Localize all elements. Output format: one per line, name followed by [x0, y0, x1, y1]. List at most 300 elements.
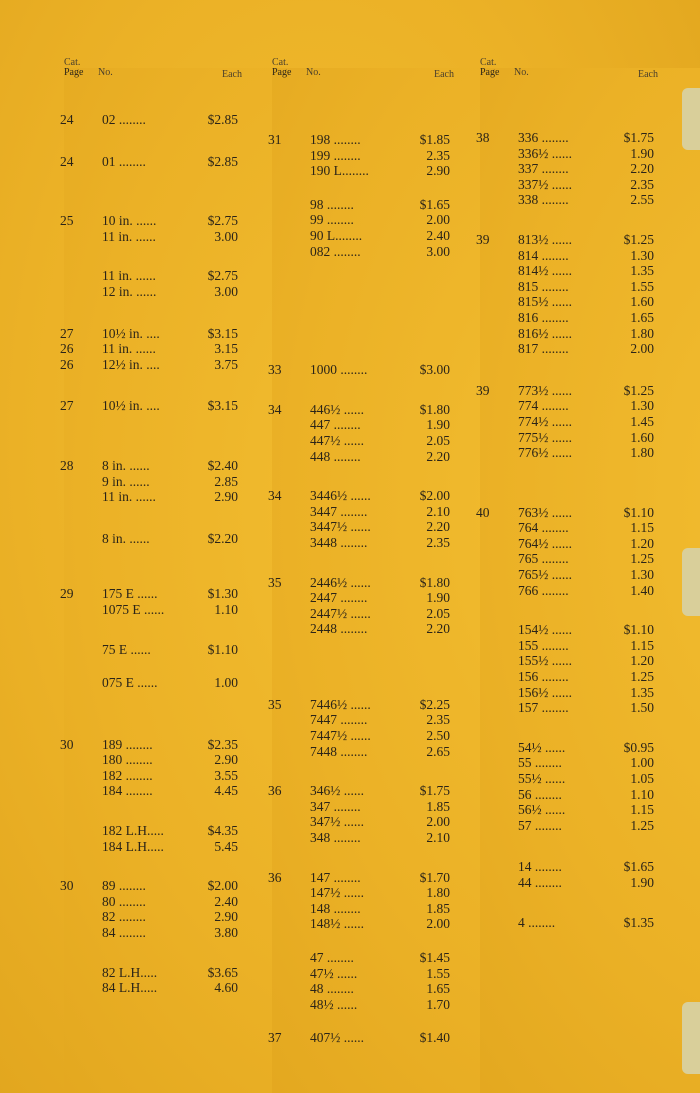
catalog-page-number: 40 — [476, 504, 490, 520]
item-number: 448 ........ — [310, 448, 361, 464]
price-row — [474, 787, 664, 803]
item-price: $3.00 — [419, 362, 450, 378]
item-number: 148½ ...... — [310, 916, 364, 932]
price-row — [266, 197, 460, 213]
catalog-page-number: 26 — [60, 356, 74, 372]
catalog-page-number: 30 — [60, 736, 74, 752]
catalog-page-number: 34 — [268, 488, 282, 504]
item-number: 156½ ...... — [518, 684, 572, 700]
price-row — [266, 783, 460, 799]
item-price: $2.25 — [419, 696, 450, 712]
price-row — [58, 768, 248, 784]
header-each: Each — [434, 69, 454, 80]
price-row — [474, 232, 664, 248]
price-row — [474, 700, 664, 716]
price-row — [474, 859, 664, 875]
price-row — [474, 915, 664, 931]
item-price: 1.40 — [630, 582, 654, 598]
catalog-page-number: 31 — [268, 132, 282, 147]
catalog-page-number: 27 — [60, 398, 74, 414]
price-row — [474, 326, 664, 342]
item-price: 2.35 — [630, 176, 654, 192]
price-row — [474, 263, 664, 279]
item-price: 1.00 — [630, 755, 654, 771]
item-number: 9 in. ...... — [102, 473, 150, 489]
item-number: 12 in. ...... — [102, 283, 157, 299]
item-number: 199 ........ — [310, 147, 361, 163]
price-row — [474, 130, 664, 146]
price-row — [266, 212, 460, 228]
item-price: 1.15 — [630, 802, 654, 818]
price-row — [266, 244, 460, 260]
item-number: 814½ ...... — [518, 263, 572, 279]
item-number: 8 in. ...... — [102, 530, 150, 546]
item-price: $2.00 — [207, 878, 238, 894]
catalog-page-number: 35 — [268, 574, 282, 590]
header-cat: Cat. — [272, 57, 289, 68]
price-row — [474, 740, 664, 756]
item-price: 2.90 — [426, 163, 450, 179]
price-row — [474, 505, 664, 521]
item-price: 4.45 — [214, 783, 238, 799]
price-row — [58, 326, 248, 342]
price-row — [58, 213, 248, 229]
item-price: 2.65 — [426, 743, 450, 759]
item-price: 1.65 — [630, 309, 654, 325]
item-number: 764½ ...... — [518, 535, 572, 551]
price-row — [266, 132, 460, 148]
item-number: 815½ ...... — [518, 294, 572, 310]
price-row — [58, 965, 248, 981]
item-number: 82 L.H..... — [102, 964, 158, 980]
price-row — [474, 310, 664, 326]
item-price: $0.95 — [623, 739, 654, 755]
price-row — [266, 916, 460, 932]
item-price: $2.75 — [207, 268, 238, 284]
item-number: 447 ........ — [310, 417, 361, 433]
item-price: $1.10 — [623, 622, 654, 638]
item-price: 2.35 — [426, 147, 450, 163]
item-number: 48½ ...... — [310, 996, 358, 1012]
item-price: 1.45 — [630, 413, 654, 429]
item-price: 1.50 — [630, 700, 654, 716]
price-row — [266, 870, 460, 886]
item-price: 1.80 — [426, 885, 450, 901]
price-row — [474, 653, 664, 669]
item-number: 336½ ...... — [518, 145, 572, 161]
item-price: 1.20 — [630, 535, 654, 551]
item-number: 774½ ...... — [518, 413, 572, 429]
price-row — [266, 1030, 460, 1046]
item-price: 1.80 — [630, 325, 654, 341]
price-row — [474, 414, 664, 430]
catalog-page-number: 28 — [60, 457, 74, 473]
price-row — [474, 771, 664, 787]
item-price: 1.65 — [426, 981, 450, 997]
price-row — [266, 606, 460, 622]
item-number: 346½ ...... — [310, 783, 364, 799]
catalog-page-number: 26 — [60, 341, 74, 357]
item-number: 764 ........ — [518, 520, 569, 536]
price-row — [474, 818, 664, 834]
price-row — [58, 458, 248, 474]
header-no: No. — [98, 67, 113, 78]
price-row — [266, 830, 460, 846]
price-row — [266, 519, 460, 535]
price-row — [474, 567, 664, 583]
item-price: 1.55 — [630, 278, 654, 294]
item-number: 2447½ ...... — [310, 605, 371, 621]
item-number: 84 ........ — [102, 925, 146, 941]
item-price: 4.60 — [214, 980, 238, 996]
item-number: 157 ........ — [518, 700, 569, 716]
header-no: No. — [514, 67, 529, 78]
item-number: 816½ ...... — [518, 325, 572, 341]
item-price: 2.00 — [426, 916, 450, 932]
price-row — [266, 901, 460, 917]
price-row — [58, 489, 248, 505]
price-row — [58, 894, 248, 910]
item-number: 816 ........ — [518, 309, 569, 325]
item-price: 1.85 — [426, 900, 450, 916]
item-price: $1.25 — [623, 231, 654, 247]
price-row — [474, 802, 664, 818]
item-number: 147½ ...... — [310, 885, 364, 901]
item-price: 2.90 — [214, 489, 238, 505]
price-row — [58, 737, 248, 753]
header-no: No. — [306, 67, 321, 78]
item-price: $1.10 — [207, 641, 238, 657]
item-price: 1.25 — [630, 817, 654, 833]
item-number: 7448 ........ — [310, 743, 368, 759]
item-price: 1.35 — [630, 263, 654, 279]
price-row — [266, 590, 460, 606]
price-row — [58, 642, 248, 658]
price-row — [58, 586, 248, 602]
catalog-page-number: 33 — [268, 362, 282, 378]
item-number: 90 L........ — [310, 227, 363, 243]
price-row — [474, 685, 664, 701]
item-number: 347 ........ — [310, 798, 361, 814]
item-price: 2.35 — [426, 534, 450, 550]
item-number: 4 ........ — [518, 914, 556, 930]
price-row — [474, 622, 664, 638]
catalog-page-number: 27 — [60, 325, 74, 341]
item-number: 338 ........ — [518, 192, 569, 208]
header-cat: Cat. — [480, 57, 497, 68]
catalog-page-number: 39 — [476, 231, 490, 247]
item-number: 347½ ...... — [310, 814, 364, 830]
catalog-page-number: 34 — [268, 401, 282, 417]
item-number: 11 in. ...... — [102, 228, 156, 244]
item-number: 156 ........ — [518, 669, 569, 685]
item-price: $4.35 — [207, 823, 238, 839]
item-price: $2.20 — [207, 530, 238, 546]
header-each: Each — [222, 69, 242, 80]
item-number: 155½ ...... — [518, 653, 572, 669]
item-number: 7447 ........ — [310, 712, 368, 728]
item-price: 2.40 — [214, 893, 238, 909]
item-price: $1.30 — [207, 586, 238, 602]
item-number: 773½ ...... — [518, 382, 572, 398]
item-number: 3446½ ...... — [310, 488, 371, 504]
item-price: 3.15 — [214, 341, 238, 357]
price-row — [474, 161, 664, 177]
item-number: 337½ ...... — [518, 176, 572, 192]
price-row — [266, 981, 460, 997]
item-price: $1.45 — [419, 950, 450, 965]
item-price: 2.20 — [426, 621, 450, 637]
price-row — [58, 878, 248, 894]
item-price: 1.85 — [426, 798, 450, 814]
item-price: 1.90 — [630, 874, 654, 890]
price-row — [266, 966, 460, 982]
item-number: 7447½ ...... — [310, 728, 371, 744]
item-price: 2.10 — [426, 830, 450, 846]
page-tab-marker — [682, 1002, 700, 1074]
item-price: 1.55 — [426, 965, 450, 981]
page-tab-marker — [682, 548, 700, 616]
item-price: 3.00 — [214, 283, 238, 299]
catalog-page-number: 24 — [60, 153, 74, 169]
item-price: $2.85 — [207, 153, 238, 169]
item-number: 075 E ...... — [102, 675, 158, 691]
catalog-page-number: 36 — [268, 869, 282, 885]
item-price: 1.70 — [426, 996, 450, 1012]
item-price: 3.80 — [214, 925, 238, 941]
item-price: 1.25 — [630, 551, 654, 567]
item-price: 1.80 — [630, 445, 654, 461]
price-row — [474, 638, 664, 654]
item-number: 2447 ........ — [310, 590, 368, 606]
item-number: 180 ........ — [102, 752, 153, 768]
price-row — [58, 154, 248, 170]
price-row — [266, 799, 460, 815]
price-row — [266, 728, 460, 744]
catalog-column-3 — [474, 56, 664, 930]
item-number: 98 ........ — [310, 196, 354, 212]
price-row — [266, 885, 460, 901]
price-row — [58, 229, 248, 245]
item-number: 147 ........ — [310, 869, 361, 885]
price-row — [266, 163, 460, 179]
item-price: 2.40 — [426, 227, 450, 243]
item-price: $3.15 — [207, 325, 238, 341]
price-row — [58, 839, 248, 855]
price-row — [58, 925, 248, 941]
item-price: 1.30 — [630, 247, 654, 263]
item-number: 813½ ...... — [518, 231, 572, 247]
item-price: 2.05 — [426, 432, 450, 448]
price-row — [266, 621, 460, 637]
item-number: 2446½ ...... — [310, 574, 371, 590]
price-row — [474, 583, 664, 599]
item-price: 3.00 — [426, 243, 450, 259]
item-number: 446½ ...... — [310, 401, 364, 417]
item-number: 175 E ...... — [102, 586, 158, 602]
item-price: $1.80 — [419, 574, 450, 590]
item-price: $1.65 — [623, 859, 654, 875]
price-row — [58, 284, 248, 300]
item-price: 2.20 — [426, 519, 450, 535]
item-number: 84 L.H..... — [102, 980, 158, 996]
item-number: 082 ........ — [310, 243, 361, 259]
price-row — [58, 357, 248, 373]
price-row — [58, 675, 248, 691]
price-row — [474, 520, 664, 536]
price-row — [58, 909, 248, 925]
item-price: 1.90 — [426, 590, 450, 606]
item-number: 407½ ...... — [310, 1030, 364, 1046]
item-price: 2.10 — [426, 503, 450, 519]
price-row — [58, 268, 248, 284]
catalog-column-1 — [58, 56, 248, 996]
item-number: 774 ........ — [518, 398, 569, 414]
price-row — [474, 279, 664, 295]
item-number: 3448 ........ — [310, 534, 368, 550]
item-number: 8 in. ...... — [102, 457, 150, 473]
price-row — [474, 551, 664, 567]
catalog-page-number: 29 — [60, 586, 74, 602]
item-price: 1.00 — [214, 675, 238, 691]
item-number: 89 ........ — [102, 878, 146, 894]
price-row — [58, 783, 248, 799]
item-price: 2.35 — [426, 712, 450, 728]
price-row — [474, 669, 664, 685]
item-price: 5.45 — [214, 838, 238, 854]
item-number: 3447 ........ — [310, 503, 368, 519]
item-price: $1.10 — [623, 504, 654, 520]
item-number: 814 ........ — [518, 247, 569, 263]
item-number: 817 ........ — [518, 341, 569, 357]
catalog-page-number: 24 — [60, 112, 74, 127]
catalog-page-number: 37 — [268, 1030, 282, 1046]
price-row — [266, 148, 460, 164]
item-number: 7446½ ...... — [310, 696, 371, 712]
item-number: 815 ........ — [518, 278, 569, 294]
price-row — [266, 228, 460, 244]
price-row — [58, 980, 248, 996]
item-number: 184 ........ — [102, 783, 153, 799]
item-price: 1.15 — [630, 520, 654, 536]
item-number: 55 ........ — [518, 755, 562, 771]
catalog-page-number: 30 — [60, 878, 74, 894]
item-number: 57 ........ — [518, 817, 562, 833]
price-row — [266, 712, 460, 728]
item-price: $1.85 — [419, 132, 450, 147]
price-row — [58, 823, 248, 839]
item-price: 1.90 — [426, 417, 450, 433]
catalog-column-2 — [266, 56, 460, 1046]
price-row — [266, 504, 460, 520]
price-row — [266, 575, 460, 591]
item-number: 12½ in. .... — [102, 356, 160, 372]
item-price: 2.20 — [630, 161, 654, 177]
item-number: 99 ........ — [310, 212, 354, 228]
price-row — [58, 112, 248, 128]
item-number: 348 ........ — [310, 830, 361, 846]
item-number: 01 ........ — [102, 153, 146, 169]
item-number: 148 ........ — [310, 900, 361, 916]
column-header — [58, 56, 248, 82]
item-number: 82 ........ — [102, 909, 146, 925]
item-number: 55½ ...... — [518, 771, 566, 786]
item-number: 337 ........ — [518, 161, 569, 177]
catalog-page-number: 39 — [476, 382, 490, 398]
item-price: 2.00 — [426, 814, 450, 830]
item-price: 1.30 — [630, 398, 654, 414]
column-header — [474, 56, 664, 82]
header-each: Each — [638, 69, 658, 80]
item-price: 2.00 — [426, 212, 450, 228]
item-number: 765 ........ — [518, 551, 569, 567]
item-price: 2.55 — [630, 192, 654, 208]
item-price: 1.60 — [630, 294, 654, 310]
item-number: 54½ ...... — [518, 739, 566, 755]
price-row — [58, 398, 248, 414]
price-row — [474, 430, 664, 446]
item-price: 2.20 — [426, 448, 450, 464]
price-row — [58, 602, 248, 618]
header-cat: Cat. — [64, 57, 81, 68]
price-row — [474, 248, 664, 264]
price-row — [474, 383, 664, 399]
item-number: 11 in. ...... — [102, 341, 156, 357]
item-price: 2.05 — [426, 605, 450, 621]
item-price: 1.15 — [630, 637, 654, 653]
item-number: 765½ ...... — [518, 567, 572, 583]
item-number: 2448 ........ — [310, 621, 368, 637]
item-number: 766 ........ — [518, 582, 569, 598]
item-price: $2.40 — [207, 457, 238, 473]
item-price: 2.00 — [630, 341, 654, 357]
item-price: 1.20 — [630, 653, 654, 669]
item-price: 2.90 — [214, 752, 238, 768]
item-number: 56 ........ — [518, 786, 562, 802]
item-price: $1.75 — [623, 130, 654, 145]
item-price: 3.00 — [214, 228, 238, 244]
header-page: Page — [480, 68, 700, 1093]
item-number: 189 ........ — [102, 736, 153, 752]
item-number: 763½ ...... — [518, 504, 572, 520]
header-page: Page — [272, 68, 700, 1093]
item-price: 3.55 — [214, 767, 238, 783]
item-number: 75 E ...... — [102, 641, 151, 657]
catalog-page-number: 36 — [268, 783, 282, 799]
item-price: $1.75 — [419, 783, 450, 799]
header-page: Page — [64, 68, 700, 1093]
item-number: 44 ........ — [518, 874, 562, 890]
catalog-page-number: 38 — [476, 130, 490, 145]
price-row — [58, 531, 248, 547]
item-number: 447½ ...... — [310, 432, 364, 448]
price-row — [58, 474, 248, 490]
item-price: $2.85 — [207, 112, 238, 127]
item-number: 11 in. ...... — [102, 268, 156, 284]
item-number: 1000 ........ — [310, 362, 368, 378]
price-row — [474, 192, 664, 208]
price-row — [58, 752, 248, 768]
price-row — [266, 997, 460, 1013]
item-price: 3.75 — [214, 356, 238, 372]
price-row — [474, 875, 664, 891]
item-number: 154½ ...... — [518, 622, 572, 638]
item-number: 182 ........ — [102, 767, 153, 783]
price-row — [58, 341, 248, 357]
item-price: 2.90 — [214, 909, 238, 925]
price-row — [266, 449, 460, 465]
item-price: 1.60 — [630, 429, 654, 445]
